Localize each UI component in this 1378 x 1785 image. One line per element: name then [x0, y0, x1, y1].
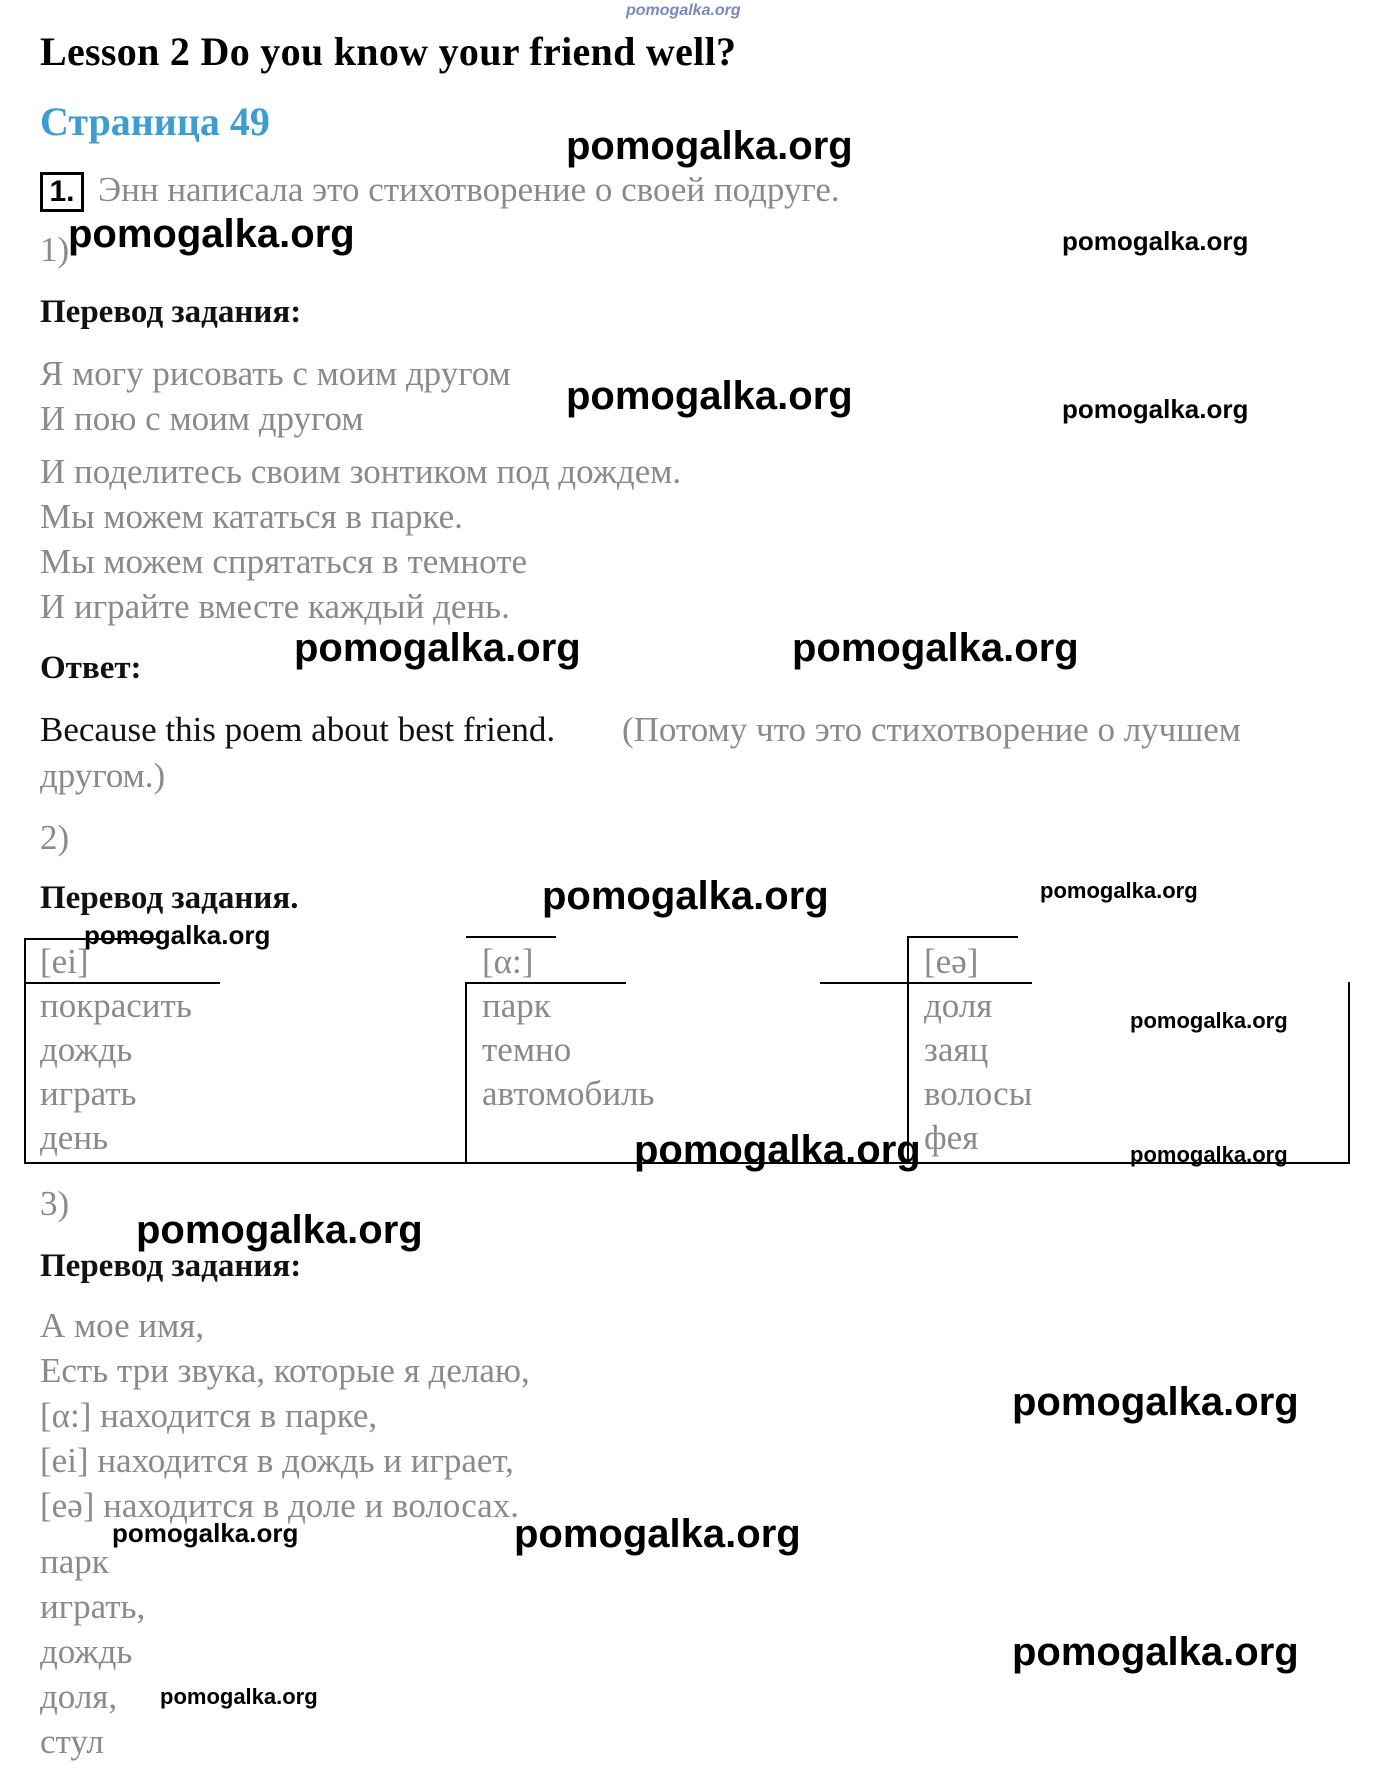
watermark: pomogalka.org [1012, 1630, 1299, 1674]
part3-line: А мое имя, [40, 1306, 205, 1345]
table-header-ei: [ei] [40, 942, 89, 981]
part3-line: Есть три звука, которые я делаю, [40, 1351, 530, 1390]
exercise-number: 1. [40, 172, 84, 212]
watermark: pomogalka.org [634, 1128, 921, 1172]
table-cell: день [40, 1118, 109, 1157]
watermark: pomogalka.org [1062, 226, 1249, 256]
table-cell: заяц [924, 1030, 989, 1069]
answer-russian-cont: другом.) [40, 756, 166, 795]
watermark: pomogalka.org [1130, 1142, 1288, 1167]
watermark: pomogalka.org [160, 1684, 318, 1709]
table-header-a: [α:] [482, 942, 534, 981]
answer-english: Because this poem about best friend. [40, 710, 556, 749]
part1-translation-heading: Перевод задания: [40, 294, 302, 330]
part3-line: [α:] находится в парке, [40, 1396, 378, 1435]
part2-translation-heading: Перевод задания. [40, 880, 299, 916]
lesson-title: Lesson 2 Do you know your friend well? [40, 29, 737, 74]
page-heading: Страница 49 [40, 99, 270, 144]
table-cell: играть [40, 1074, 137, 1113]
table-cell: автомобиль [482, 1074, 655, 1113]
poem-line: Мы можем кататься в парке. [40, 497, 463, 536]
answer-heading: Ответ: [40, 650, 142, 686]
watermark: pomogalka.org [1040, 878, 1198, 903]
part3-word: играть, [40, 1587, 146, 1626]
watermark: pomogalka.org [792, 626, 1079, 670]
poem-line: Я могу рисовать с моим другом [40, 354, 511, 393]
part3-word: парк [40, 1542, 109, 1581]
part3-line: [eə] находится в доле и волосах. [40, 1486, 519, 1525]
watermark-top: pomogalka.org [626, 2, 741, 19]
part1-label: 1) [40, 230, 70, 269]
table-cell: фея [924, 1118, 979, 1157]
watermark: pomogalka.org [514, 1512, 801, 1556]
watermark: pomogalka.org [68, 212, 355, 256]
part3-word: стул [40, 1722, 104, 1761]
table-cell: доля [924, 986, 993, 1025]
answer-russian: (Потому что это стихотворение о лучшем [622, 710, 1241, 749]
table-cell: волосы [924, 1074, 1033, 1113]
exercise-intro: Энн написала это стихотворение о своей подруге. [98, 170, 840, 209]
table-cell: темно [482, 1030, 572, 1069]
part2-label: 2) [40, 818, 70, 857]
watermark: pomogalka.org [566, 374, 853, 418]
watermark: pomogalka.org [542, 874, 829, 918]
part3-label: 3) [40, 1184, 70, 1223]
part3-word: доля, [40, 1677, 118, 1716]
table-cell: парк [482, 986, 551, 1025]
part3-word: дождь [40, 1632, 133, 1671]
watermark: pomogalka.org [84, 920, 271, 950]
table-cell: дождь [40, 1030, 133, 1069]
poem-line: Мы можем спрятаться в темноте [40, 542, 528, 581]
poem-line: И поделитесь своим зонтиком под дождем. [40, 452, 682, 491]
watermark: pomogalka.org [566, 124, 853, 168]
watermark: pomogalka.org [1012, 1380, 1299, 1424]
poem-line: И играйте вместе каждый день. [40, 587, 510, 626]
watermark: pomogalka.org [136, 1208, 423, 1252]
table-header-ea: [eə] [924, 942, 979, 981]
poem-line: И пою с моим другом [40, 399, 364, 438]
part3-translation-heading: Перевод задания: [40, 1248, 302, 1284]
watermark: pomogalka.org [1130, 1008, 1288, 1033]
table-cell: покрасить [40, 986, 192, 1025]
watermark: pomogalka.org [112, 1518, 299, 1548]
watermark: pomogalka.org [1062, 394, 1249, 424]
part3-line: [ei] находится в дождь и играет, [40, 1441, 514, 1480]
watermark: pomogalka.org [294, 626, 581, 670]
